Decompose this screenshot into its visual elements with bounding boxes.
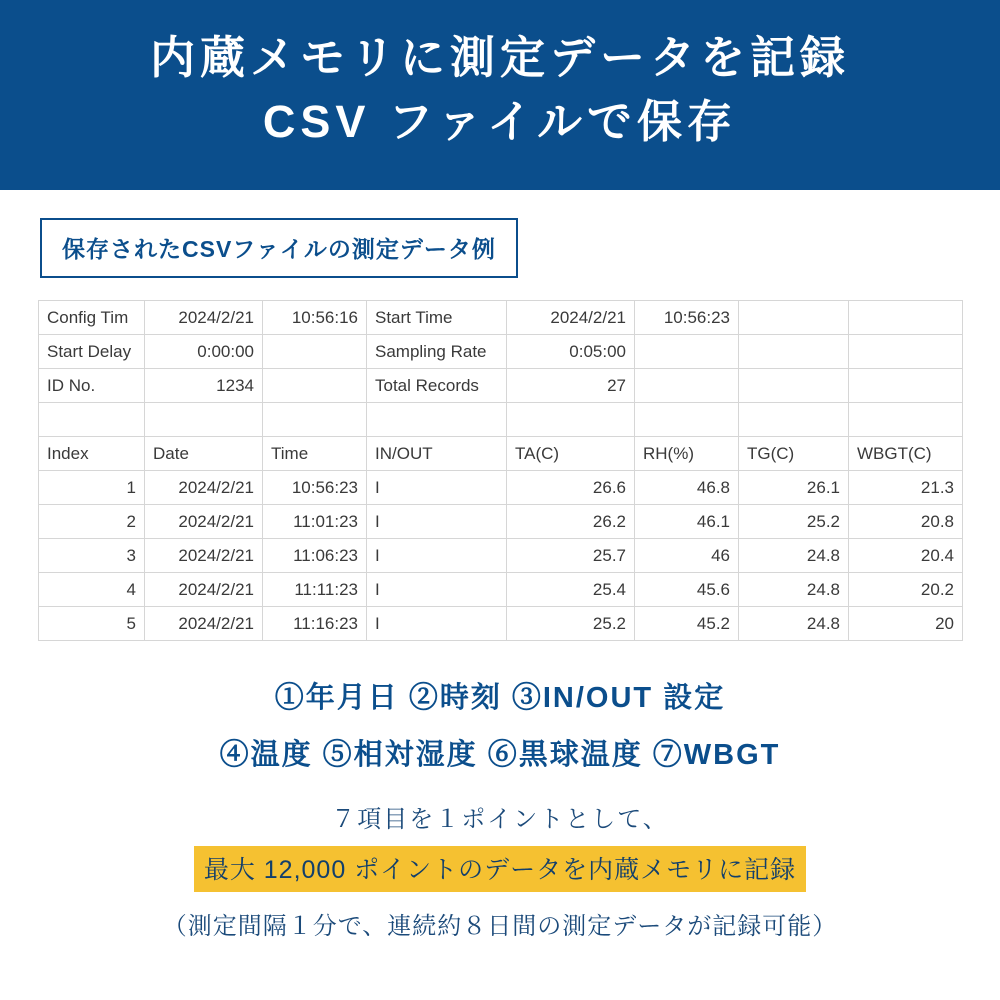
footer-notes (0, 799, 1000, 941)
cell: 25.2 (507, 607, 635, 641)
cell (635, 403, 739, 437)
table-row (39, 335, 963, 369)
legend-line-1: ①年月日 ②時刻 ③IN/OUT 設定 (274, 682, 726, 714)
cell: 11:11:23 (263, 573, 367, 607)
cell (635, 335, 739, 369)
cell: 46.8 (635, 471, 739, 505)
cell: I (367, 505, 507, 539)
cell: 2024/2/21 (145, 505, 263, 539)
cell (635, 369, 739, 403)
cell: 26.1 (739, 471, 849, 505)
cell: 45.2 (635, 607, 739, 641)
highlight-row (0, 846, 1000, 892)
column-header: TA(C) (507, 437, 635, 471)
cell: 2024/2/21 (145, 607, 263, 641)
cell (849, 369, 963, 403)
cell: 2 (39, 505, 145, 539)
cell: 11:01:23 (263, 505, 367, 539)
column-header: RH(%) (635, 437, 739, 471)
cell: 24.8 (739, 539, 849, 573)
table-row (39, 539, 963, 573)
note-line-1: ７項目を１ポイントとして、 (331, 806, 669, 833)
cell: 20 (849, 607, 963, 641)
table-row (39, 505, 963, 539)
cell: 25.4 (507, 573, 635, 607)
table-row (39, 607, 963, 641)
cell (739, 403, 849, 437)
cell: 26.2 (507, 505, 635, 539)
cell (263, 403, 367, 437)
column-header: WBGT(C) (849, 437, 963, 471)
cell: 0:00:00 (145, 335, 263, 369)
cell: 46.1 (635, 505, 739, 539)
cell: 46 (635, 539, 739, 573)
cell: 2024/2/21 (145, 573, 263, 607)
section-caption: 保存されたCSVファイルの測定データ例 (40, 218, 518, 278)
cell: 3 (39, 539, 145, 573)
cell: I (367, 539, 507, 573)
cell: 11:16:23 (263, 607, 367, 641)
cell: Start Time (367, 301, 507, 335)
column-header: Index (39, 437, 145, 471)
table-row (39, 301, 963, 335)
cell: 2024/2/21 (145, 471, 263, 505)
legend-block (0, 675, 1000, 773)
cell: 20.4 (849, 539, 963, 573)
cell (367, 403, 507, 437)
column-header: IN/OUT (367, 437, 507, 471)
cell (849, 335, 963, 369)
table-row (39, 573, 963, 607)
cell: 24.8 (739, 573, 849, 607)
cell: I (367, 573, 507, 607)
table-row (39, 369, 963, 403)
csv-data-table (38, 300, 963, 641)
table-header-row (39, 437, 963, 471)
column-header: TG(C) (739, 437, 849, 471)
header-banner (0, 0, 1000, 190)
cell: ID No. (39, 369, 145, 403)
cell (263, 369, 367, 403)
cell: I (367, 607, 507, 641)
cell: 27 (507, 369, 635, 403)
cell (849, 403, 963, 437)
cell: I (367, 471, 507, 505)
cell: 10:56:16 (263, 301, 367, 335)
column-header: Time (263, 437, 367, 471)
cell: Start Delay (39, 335, 145, 369)
cell: 24.8 (739, 607, 849, 641)
csv-table-container (0, 278, 1000, 641)
cell: 0:05:00 (507, 335, 635, 369)
cell: 21.3 (849, 471, 963, 505)
cell (739, 369, 849, 403)
cell: 20.2 (849, 573, 963, 607)
cell: 2024/2/21 (145, 301, 263, 335)
cell: Total Records (367, 369, 507, 403)
cell (145, 403, 263, 437)
cell: 10:56:23 (635, 301, 739, 335)
cell: Sampling Rate (367, 335, 507, 369)
cell: 1 (39, 471, 145, 505)
cell: 4 (39, 573, 145, 607)
cell: 26.6 (507, 471, 635, 505)
cell: 1234 (145, 369, 263, 403)
cell: 5 (39, 607, 145, 641)
caption-container (0, 190, 1000, 278)
cell: 11:06:23 (263, 539, 367, 573)
table-row (39, 471, 963, 505)
header-title-line-2: CSV ファイルで保存 (262, 95, 738, 147)
cell: 45.6 (635, 573, 739, 607)
cell: 10:56:23 (263, 471, 367, 505)
cell (849, 301, 963, 335)
cell (739, 301, 849, 335)
cell: 25.7 (507, 539, 635, 573)
cell (739, 335, 849, 369)
cell: Config Tim (39, 301, 145, 335)
cell (507, 403, 635, 437)
cell (39, 403, 145, 437)
cell: 25.2 (739, 505, 849, 539)
cell: 2024/2/21 (507, 301, 635, 335)
highlight-note: 最大 12,000 ポイントのデータを内蔵メモリに記録 (194, 846, 806, 892)
table-row (39, 403, 963, 437)
note-line-3: （測定間隔１分で、連続約８日間の測定データが記録可能） (162, 913, 838, 940)
column-header: Date (145, 437, 263, 471)
cell: 2024/2/21 (145, 539, 263, 573)
header-title-line-1: 内蔵メモリに測定データを記録 (149, 32, 850, 83)
cell: 20.8 (849, 505, 963, 539)
cell (263, 335, 367, 369)
legend-line-2: ④温度 ⑤相対湿度 ⑥黒球温度 ⑦WBGT (219, 739, 781, 771)
